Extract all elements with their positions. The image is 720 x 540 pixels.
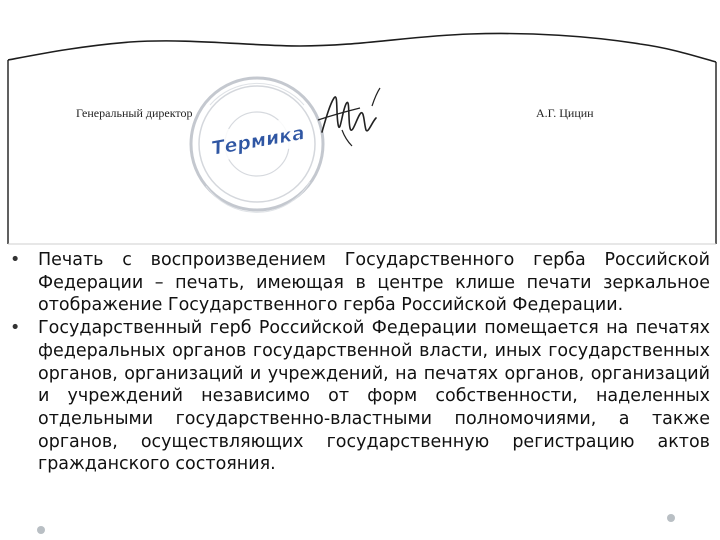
- bullet-item-emblem-seal: • Печать с воспроизведением Государственного герба Российской Федерации – печать, имеющая в центре клише печати зеркальное отображение Государственного герба Российской Федерации.: [10, 249, 710, 317]
- bullet-list: [10, 249, 710, 476]
- handwritten-signature: [0, 0, 720, 250]
- director-name: А.Г. Цицин: [536, 106, 594, 120]
- decorative-dot: [667, 514, 675, 522]
- scanned-document-fragment: [0, 0, 720, 250]
- decorative-dot: [37, 526, 45, 534]
- director-title: Генеральный директор: [76, 106, 193, 120]
- bullet-item-emblem-usage: • Государственный герб Российской Федерации помещается на печатях федеральных органов государственной власти, иных государственных органов, организаций и учреждений, на печатях органов, организаций и учреждений независимо от форм собственности, наделенных отдельными государственно-властными полномочиями, а также органов, осуществляющих государственную регистрацию актов гражданского состояния.: [10, 317, 710, 476]
- stamp-logo-text: Термика: [209, 121, 307, 160]
